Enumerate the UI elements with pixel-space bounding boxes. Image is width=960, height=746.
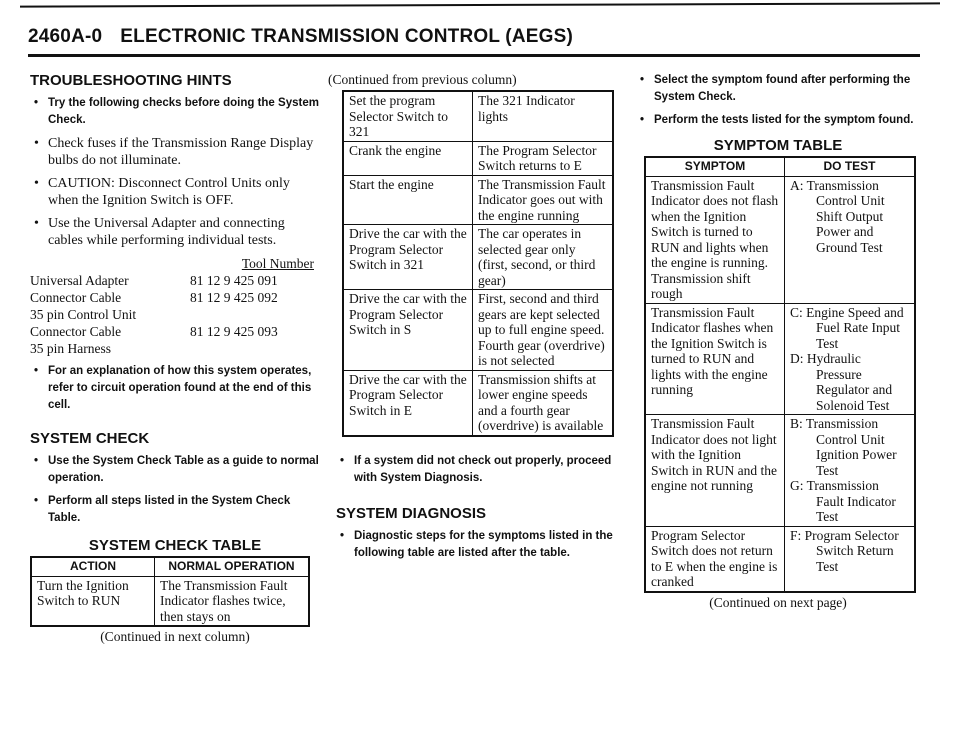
system-check-list	[30, 453, 320, 527]
troubleshooting-heading: TROUBLESHOOTING HINTS	[30, 72, 232, 89]
column-middle	[328, 72, 624, 568]
normal-cell: The Program Selector Switch returns to E	[473, 141, 614, 175]
action-cell: Drive the car with the Program Selector Switch in S	[343, 290, 473, 371]
system-check-table	[30, 556, 310, 627]
action-cell: Drive the car with the Program Selector Switch in E	[343, 370, 473, 436]
normal-cell: The Transmission Fault Indicator flashes twice, then stays on	[155, 576, 310, 626]
continued-from-note: (Continued from previous column)	[328, 72, 517, 87]
col-normal: NORMAL OPERATION	[155, 557, 310, 576]
tool-name: Universal Adapter	[30, 273, 129, 288]
table-row	[645, 526, 915, 592]
list-item: • Perform all steps listed in the System Check Table.	[30, 493, 320, 527]
system-diagnosis-heading: SYSTEM DIAGNOSIS	[336, 504, 487, 522]
test-cell	[785, 415, 916, 527]
column-left	[30, 72, 320, 645]
test-rest: Fault Indicator Test	[816, 493, 896, 524]
test-rest: Pressure Regulator and Solenoid Test	[816, 366, 893, 413]
test-letter: D: Hydraulic	[790, 351, 861, 366]
test-rest: Control Unit Shift Output Power and Ground Test	[816, 193, 885, 255]
normal-cell: First, second and third gears are kept selected up to full engine speed. Fourth gear (overdrive) is not selected	[473, 290, 614, 371]
tool-row	[30, 272, 320, 289]
system-check-table-continued	[342, 90, 614, 437]
tool-name: 35 pin Harness	[30, 341, 111, 356]
test-cell	[785, 526, 916, 592]
test-letter: B: Transmission	[790, 416, 879, 431]
table-row	[343, 370, 613, 436]
tool-row	[30, 289, 320, 306]
test-letter: G: Transmission	[790, 478, 879, 493]
test-letter: C: Engine Speed and	[790, 304, 904, 320]
test-rest: Control Unit Ignition Power Test	[816, 431, 897, 478]
test-letter: F: Program Selector	[790, 527, 899, 543]
tool-name: 35 pin Control Unit	[30, 307, 137, 322]
tool-part	[190, 306, 320, 323]
normal-cell: Transmission shifts at lower engine speeds and a fourth gear (overdrive) is available	[473, 370, 614, 436]
list-item: • Try the following checks before doing the System Check.	[30, 95, 320, 129]
tool-row	[30, 306, 320, 323]
symptom-table	[644, 156, 916, 593]
tool-row	[30, 340, 320, 357]
table-row	[343, 290, 613, 371]
troubleshooting-list-2	[30, 363, 320, 414]
table-header-row	[645, 157, 915, 176]
symptom-intro-list	[636, 72, 920, 129]
list-item: • Check fuses if the Transmission Range Display bulbs do not illuminate.	[30, 135, 320, 169]
col-do-test: DO TEST	[785, 157, 916, 176]
tool-number-header: Tool Number	[241, 256, 314, 271]
col-symptom: SYMPTOM	[645, 157, 785, 176]
list-item: • CAUTION: Disconnect Control Units only when the Ignition Switch is OFF.	[30, 175, 320, 209]
tool-name: Connector Cable	[30, 324, 122, 339]
section-title: ELECTRONIC TRANSMISSION CONTROL (AEGS)	[120, 26, 573, 47]
symptom-cell: Transmission Fault Indicator does not light with the Ignition Switch in RUN and the engine not running	[645, 415, 785, 527]
tool-part: 81 12 9 425 091	[190, 273, 278, 288]
tool-row	[30, 323, 320, 340]
symptom-cell: Program Selector Switch does not return to E when the engine is cranked	[645, 526, 785, 592]
test-cell	[785, 303, 916, 415]
column-right	[636, 72, 920, 611]
action-cell: Set the program Selector Switch to 321	[343, 91, 473, 141]
list-item: • If a system did not check out properly, proceed with System Diagnosis.	[336, 453, 624, 487]
continued-note: (Continued on next page)	[709, 594, 847, 610]
test-cell	[785, 176, 916, 303]
list-item: • Select the symptom found after performing the System Check.	[636, 72, 920, 106]
table-header-row	[31, 557, 309, 576]
list-item: • Use the Universal Adapter and connecting cables while performing individual tests.	[30, 215, 320, 249]
test-letter: A: Transmission	[790, 177, 879, 193]
tool-part	[190, 340, 320, 357]
system-check-table-title: SYSTEM CHECK TABLE	[88, 537, 262, 554]
normal-cell: The car operates in selected gear only (first, second, or third gear)	[473, 225, 614, 290]
symptom-cell: Transmission Fault Indicator flashes when the Ignition Switch is turned to RUN and lights with the engine running	[645, 303, 785, 415]
table-row	[343, 141, 613, 175]
tool-part: 81 12 9 425 092	[190, 290, 278, 305]
list-item: • Perform the tests listed for the symptom found.	[636, 112, 920, 129]
table-row	[343, 225, 613, 290]
list-item: • For an explanation of how this system operates, refer to circuit operation found at the end of this cell.	[30, 363, 320, 414]
list-item: • Use the System Check Table as a guide to normal operation.	[30, 453, 320, 487]
continued-note: (Continued in next column)	[100, 629, 250, 644]
symptom-cell: Transmission Fault Indicator does not flash when the Ignition Switch is turned to RUN and lights when the engine is running. Transmission shift rough	[645, 176, 785, 303]
action-cell: Turn the Ignition Switch to RUN	[31, 576, 155, 626]
section-code: 2460A-0	[28, 26, 103, 47]
system-check-heading: SYSTEM CHECK	[30, 430, 150, 447]
col-action: ACTION	[31, 557, 155, 576]
test-rest: Fuel Rate Input Test	[816, 320, 900, 351]
header-rule	[28, 54, 920, 57]
troubleshooting-list	[30, 95, 320, 249]
normal-cell: The Transmission Fault Indicator goes out with the engine running	[473, 175, 614, 225]
tool-name: Connector Cable	[30, 290, 122, 305]
note-list	[328, 453, 624, 487]
normal-cell: The 321 Indicator lights	[473, 91, 614, 141]
test-rest: Switch Return Test	[816, 543, 894, 574]
table-row	[31, 576, 309, 626]
action-cell: Start the engine	[343, 175, 473, 225]
list-item: • Diagnostic steps for the symptoms listed in the following table are listed after the table.	[336, 528, 624, 562]
table-row	[645, 303, 915, 415]
top-rule	[20, 2, 940, 7]
action-cell: Crank the engine	[343, 141, 473, 175]
diagnosis-list	[328, 528, 624, 562]
tool-list	[30, 255, 320, 357]
action-cell: Drive the car with the Program Selector Switch in 321	[343, 225, 473, 290]
table-row	[645, 415, 915, 527]
page-header	[28, 26, 928, 56]
tool-part: 81 12 9 425 093	[190, 324, 278, 339]
table-row	[645, 176, 915, 303]
page-title	[28, 26, 928, 48]
table-row	[343, 91, 613, 141]
table-row	[343, 175, 613, 225]
symptom-table-title: SYMPTOM TABLE	[713, 137, 843, 154]
